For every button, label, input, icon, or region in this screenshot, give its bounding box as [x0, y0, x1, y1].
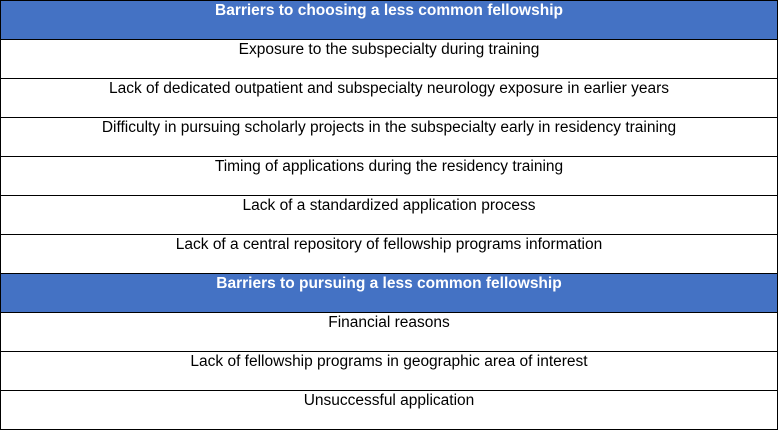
- table-cell: [1, 196, 778, 235]
- section-header-pursuing: [1, 274, 778, 313]
- barrier-text: Exposure to the subspecialty during training: [238, 41, 540, 58]
- table-row: [1, 79, 778, 118]
- barrier-text: Unsuccessful application: [303, 392, 475, 409]
- barrier-text: Difficulty in pursuing scholarly projects in the subspecialty early in residency training: [101, 119, 677, 136]
- barrier-text: Lack of fellowship programs in geographic area of interest: [190, 353, 588, 370]
- table-row: [1, 118, 778, 157]
- table-cell: [1, 235, 778, 274]
- table-row: [1, 157, 778, 196]
- barrier-text: Lack of dedicated outpatient and subspecialty neurology exposure in earlier years: [108, 80, 670, 97]
- table-cell: [1, 157, 778, 196]
- section-header-row: [1, 274, 778, 313]
- barrier-text: Lack of a standardized application process: [242, 197, 536, 214]
- barrier-text: Lack of a central repository of fellowship programs information: [175, 236, 603, 253]
- table-row: [1, 313, 778, 352]
- table-cell: [1, 352, 778, 391]
- section-header-choosing: [1, 1, 778, 40]
- table-cell: [1, 391, 778, 430]
- section-header-label: Barriers to choosing a less common fellowship: [215, 2, 563, 19]
- table-cell: [1, 79, 778, 118]
- section-header-label: Barriers to pursuing a less common fellowship: [216, 275, 562, 292]
- table-cell: [1, 118, 778, 157]
- barrier-text: Financial reasons: [328, 314, 450, 331]
- table-row: [1, 235, 778, 274]
- table-row: [1, 352, 778, 391]
- table-cell: [1, 40, 778, 79]
- barrier-text: Timing of applications during the residency training: [214, 158, 564, 175]
- table-row: [1, 40, 778, 79]
- table-cell: [1, 313, 778, 352]
- table-row: [1, 196, 778, 235]
- table-row: [1, 391, 778, 430]
- section-header-row: [1, 1, 778, 40]
